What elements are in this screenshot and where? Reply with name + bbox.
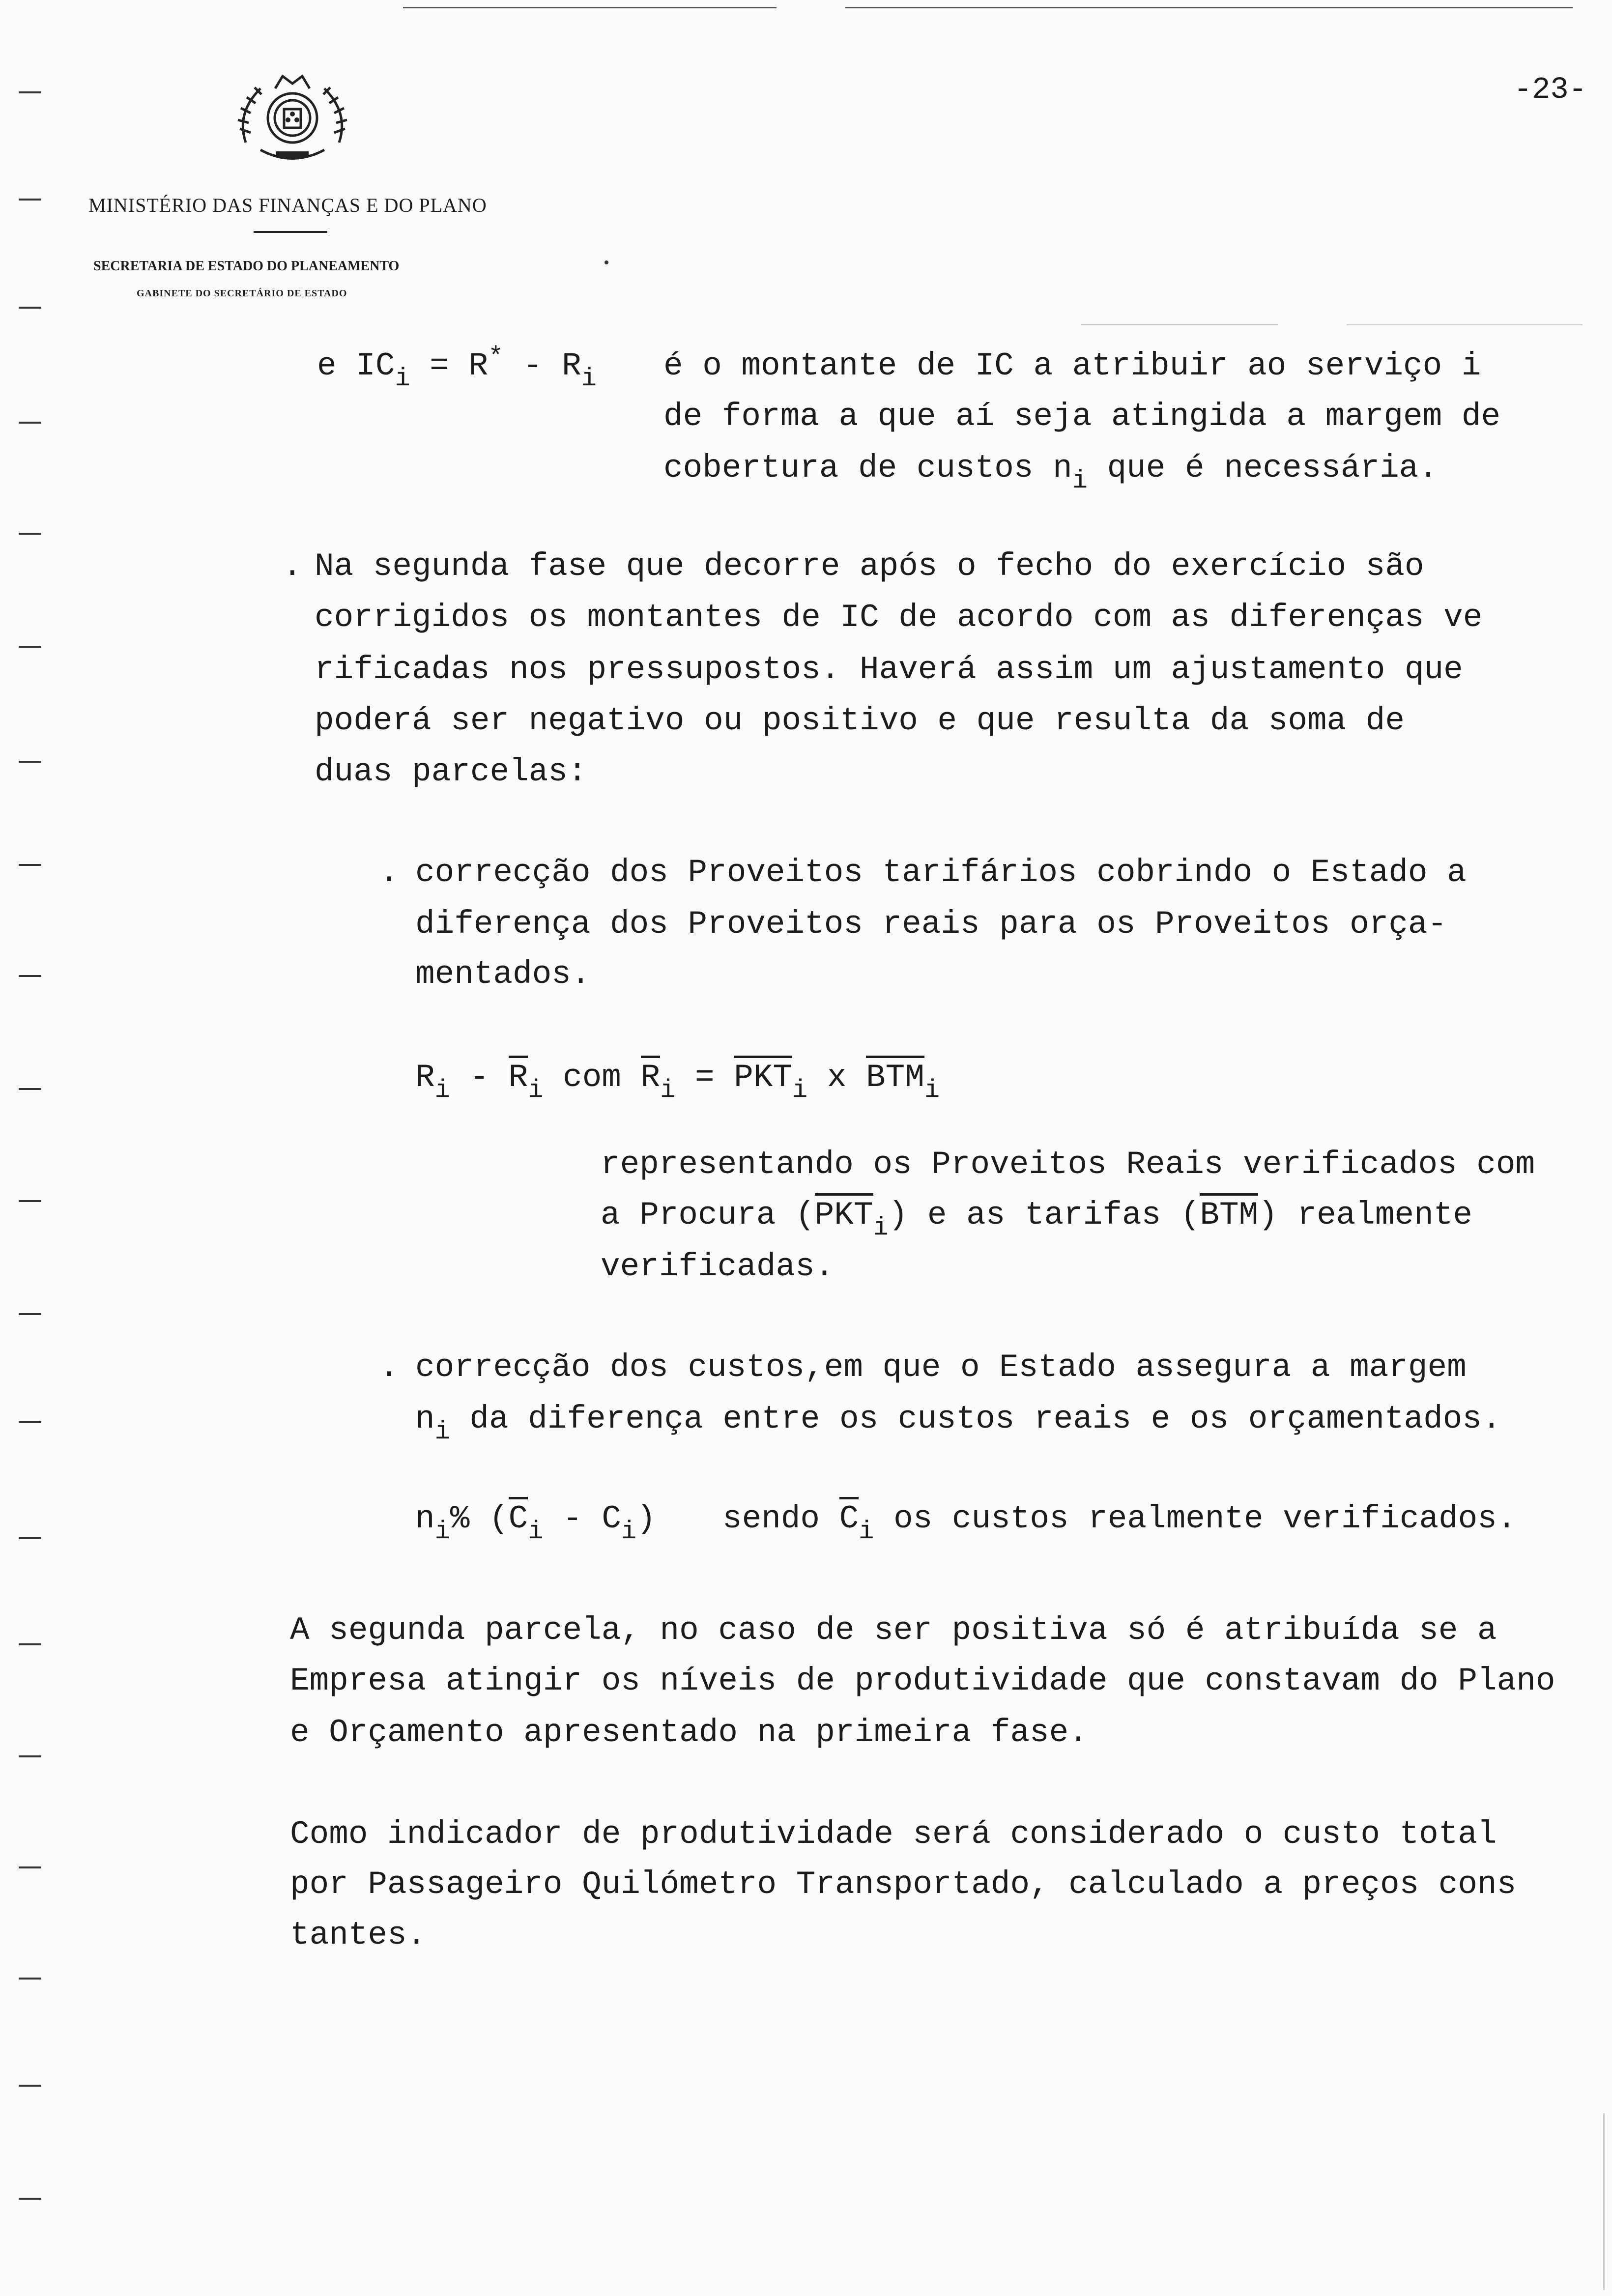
formula-pkt-bar: PKT bbox=[734, 1056, 792, 1096]
speck bbox=[604, 260, 608, 264]
formula-sub: i bbox=[859, 1517, 874, 1546]
coat-of-arms-icon bbox=[231, 69, 354, 167]
top-rule-right bbox=[845, 7, 1573, 8]
formula1-desc-line bbox=[663, 450, 1438, 495]
formula-sub: i bbox=[434, 1076, 450, 1105]
margin-tick bbox=[19, 1643, 41, 1645]
formula-ic-definition bbox=[317, 343, 597, 393]
formula-minus: - R bbox=[503, 347, 581, 384]
margin-tick bbox=[19, 422, 41, 424]
formula-sub: i bbox=[434, 1517, 450, 1546]
margin-tick bbox=[19, 1088, 41, 1090]
formula-symbol-bar: R bbox=[641, 1056, 661, 1096]
formula1-desc-tail: que é necessária. bbox=[1087, 450, 1438, 487]
margin-tick bbox=[19, 2198, 41, 2200]
item-line bbox=[415, 1401, 1501, 1446]
formula-sub: i bbox=[873, 1213, 889, 1242]
formula-star: * bbox=[488, 343, 504, 372]
margin-tick bbox=[19, 761, 41, 763]
margin-tick bbox=[19, 1200, 41, 1202]
formula-times: x bbox=[807, 1059, 866, 1096]
speck bbox=[1347, 324, 1583, 325]
formula-symbol: n bbox=[415, 1500, 435, 1537]
paragraph-line: tantes. bbox=[290, 1917, 427, 1953]
paragraph-line: Como indicador de produtividade será considerado o custo total bbox=[290, 1816, 1497, 1853]
margin-tick bbox=[19, 307, 41, 309]
formula1-desc-line: é o montante de IC a atribuir ao serviço i bbox=[663, 347, 1481, 384]
formula-eq: = bbox=[675, 1059, 734, 1096]
margin-tick bbox=[19, 1537, 41, 1539]
margin-tick bbox=[19, 91, 41, 93]
secretariat-name: SECRETARIA DE ESTADO DO PLANEAMENTO bbox=[93, 258, 400, 274]
margin-tick bbox=[19, 533, 41, 535]
cabinet-name: GABINETE DO SECRETÁRIO DE ESTADO bbox=[137, 288, 347, 299]
margin-tick bbox=[19, 864, 41, 866]
item-line: correcção dos custos,em que o Estado assegura a margem bbox=[415, 1349, 1467, 1386]
margin-tick bbox=[19, 199, 41, 201]
paragraph-line: Empresa atingir os níveis de produtividade que constavam do Plano bbox=[290, 1663, 1555, 1699]
formula1-desc-text: cobertura de custos n bbox=[663, 450, 1072, 487]
formula-symbol: C bbox=[602, 1500, 621, 1537]
formula-minus: - bbox=[543, 1500, 602, 1537]
speck bbox=[1081, 324, 1278, 325]
margin-tick bbox=[19, 646, 41, 648]
header-rule bbox=[254, 231, 327, 233]
formula-minus: - bbox=[450, 1059, 509, 1096]
margin-tick bbox=[19, 1755, 41, 1757]
page-number: -23- bbox=[1514, 72, 1587, 107]
formula-symbol-bar: C bbox=[509, 1497, 528, 1537]
formula-sub: i bbox=[1072, 466, 1088, 495]
margin-tick bbox=[19, 1421, 41, 1423]
formula3-sendo: sendo bbox=[722, 1500, 820, 1537]
item-line: correcção dos Proveitos tarifários cobrindo o Estado a bbox=[415, 854, 1467, 891]
item-line: diferença dos Proveitos reais para os Proveitos orça- bbox=[415, 906, 1447, 943]
paragraph-line: A segunda parcela, no caso de ser positiva só é atribuída se a bbox=[290, 1612, 1497, 1649]
formula-sub: i bbox=[792, 1076, 808, 1105]
formula2-desc-text: a Procura ( bbox=[601, 1197, 815, 1234]
formula-sub: i bbox=[395, 364, 410, 393]
paragraph-line: por Passageiro Quilómetro Transportado, calculado a preços cons bbox=[290, 1866, 1517, 1903]
ministry-name: MINISTÉRIO DAS FINANÇAS E DO PLANO bbox=[88, 194, 487, 216]
formula2-desc-line bbox=[601, 1197, 1472, 1242]
formula-sub: i bbox=[528, 1076, 544, 1105]
formula2-desc-text: ) realmente bbox=[1258, 1197, 1472, 1234]
item-text: da diferença entre os custos reais e os orçamentados. bbox=[450, 1401, 1501, 1437]
margin-tick bbox=[19, 1978, 41, 1980]
formula2-desc-text: ) e as tarifas ( bbox=[888, 1197, 1200, 1234]
formula-close: ) bbox=[636, 1500, 656, 1537]
margin-tick bbox=[19, 2085, 41, 2087]
paragraph-line: rificadas nos pressupostos. Haverá assim um ajustamento que bbox=[315, 651, 1463, 688]
formula-pkt-bar: PKT bbox=[815, 1193, 873, 1234]
paragraph-bullet: . bbox=[283, 548, 302, 585]
paragraph-line: e Orçamento apresentado na primeira fase. bbox=[290, 1714, 1088, 1751]
margin-tick bbox=[19, 1313, 41, 1315]
formula-sub: i bbox=[924, 1076, 940, 1105]
formula-sub: i bbox=[581, 364, 597, 393]
formula-symbol-bar: R bbox=[509, 1056, 528, 1096]
item-bullet: . bbox=[379, 1349, 399, 1386]
formula-ic-lead: e IC bbox=[317, 347, 395, 384]
formula3-tail: os custos realmente verificados. bbox=[874, 1500, 1517, 1537]
formula-sub: i bbox=[660, 1076, 676, 1105]
formula-symbol: R bbox=[415, 1059, 435, 1096]
formula-symbol: n bbox=[415, 1401, 435, 1437]
paragraph-line: Na segunda fase que decorre após o fecho do exercício são bbox=[315, 548, 1424, 585]
formula-revenue-correction bbox=[415, 1059, 940, 1105]
formula-cost-correction bbox=[415, 1500, 656, 1546]
formula-sub: i bbox=[621, 1517, 637, 1546]
paragraph-line: corrigidos os montantes de IC de acordo com as diferenças ve bbox=[315, 599, 1483, 636]
formula-sub: i bbox=[434, 1417, 450, 1446]
speck bbox=[1603, 2113, 1605, 2290]
formula-symbol-bar: C bbox=[839, 1497, 859, 1537]
formula3-desc bbox=[722, 1500, 1517, 1546]
formula2-desc-line: verificadas. bbox=[601, 1248, 835, 1285]
formula-btm-bar: BTM bbox=[1200, 1193, 1258, 1234]
paragraph-line: poderá ser negativo ou positivo e que resulta da soma de bbox=[315, 702, 1405, 739]
item-line: mentados. bbox=[415, 956, 591, 993]
paragraph-line: duas parcelas: bbox=[315, 753, 587, 790]
top-rule-left bbox=[403, 7, 777, 8]
formula-eq: = R bbox=[410, 347, 489, 384]
formula-btm-bar: BTM bbox=[866, 1056, 924, 1096]
formula2-desc-line: representando os Proveitos Reais verificados com bbox=[601, 1146, 1535, 1183]
formula1-desc-line: de forma a que aí seja atingida a margem de bbox=[663, 398, 1501, 435]
formula-com: com bbox=[563, 1059, 621, 1096]
item-bullet: . bbox=[379, 854, 399, 891]
margin-tick bbox=[19, 975, 41, 977]
formula-pct: % ( bbox=[450, 1500, 509, 1537]
margin-tick bbox=[19, 1866, 41, 1868]
formula-sub: i bbox=[528, 1517, 544, 1546]
